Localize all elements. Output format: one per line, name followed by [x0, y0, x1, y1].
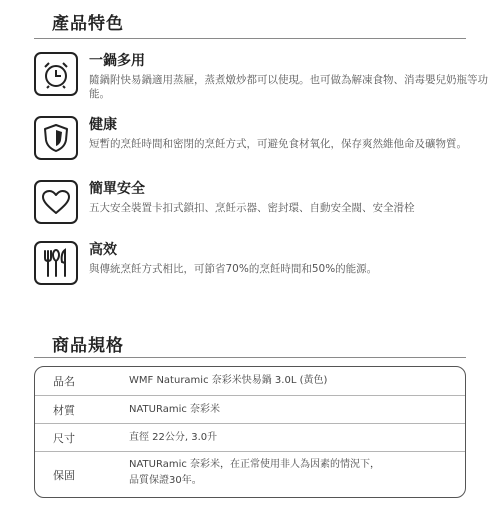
heart-icon	[34, 180, 78, 224]
features-title: 產品特色	[52, 14, 124, 34]
specs-title: 商品規格	[52, 336, 124, 356]
spec-label: 保固	[53, 469, 75, 482]
spec-row-name	[35, 367, 465, 396]
feature-title: 高效	[89, 242, 117, 258]
feature-title: 一鍋多用	[89, 53, 145, 69]
feature-title: 健康	[89, 117, 117, 133]
feature-description: 隨鍋附快易鍋適用蒸屜，蒸煮燉炒都可以使現。也可做為解凍食物、消毒嬰兒奶瓶等功能。	[89, 74, 488, 100]
feature-description: 五大安全裝置卡扣式鎖扣、烹飪示器、密封環、自動安全閥、安全滑栓	[89, 202, 415, 214]
feature-description: 與傳統烹飪方式相比，可節省70%的烹飪時間和50%的能源。	[89, 263, 378, 275]
alarm-clock-icon	[34, 52, 78, 96]
specs-table	[34, 366, 466, 498]
spec-label: 尺寸	[53, 432, 75, 445]
features-divider	[34, 38, 466, 39]
spec-value: 直徑 22公分, 3.0升	[129, 432, 218, 443]
spec-value: NATURamic 奈彩米，在正常使用非人為因素的情況下，	[129, 459, 381, 470]
feature-description: 短暫的烹飪時間和密閉的烹飪方式，可避免食材氧化，保存爽然維他命及礦物質。	[89, 138, 467, 150]
spec-row-warranty	[35, 452, 465, 498]
feature-title: 簡單安全	[89, 181, 145, 197]
utensils-icon	[34, 241, 78, 285]
spec-row-size	[35, 424, 465, 452]
spec-value-line2: 品質保證30年。	[129, 475, 202, 486]
feature-item-health	[34, 116, 474, 168]
spec-label: 材質	[53, 404, 75, 417]
feature-item-efficiency	[34, 241, 474, 293]
shield-icon	[34, 116, 78, 160]
feature-item-multi-use	[34, 52, 488, 104]
spec-value: NATURamic 奈彩米	[129, 404, 221, 415]
spec-label: 品名	[53, 375, 75, 388]
specs-divider	[34, 357, 466, 358]
spec-value: WMF Naturamic 奈彩米快易鍋 3.0L (黃色)	[129, 375, 328, 386]
feature-item-simple-safe	[34, 180, 474, 232]
spec-row-material	[35, 396, 465, 424]
